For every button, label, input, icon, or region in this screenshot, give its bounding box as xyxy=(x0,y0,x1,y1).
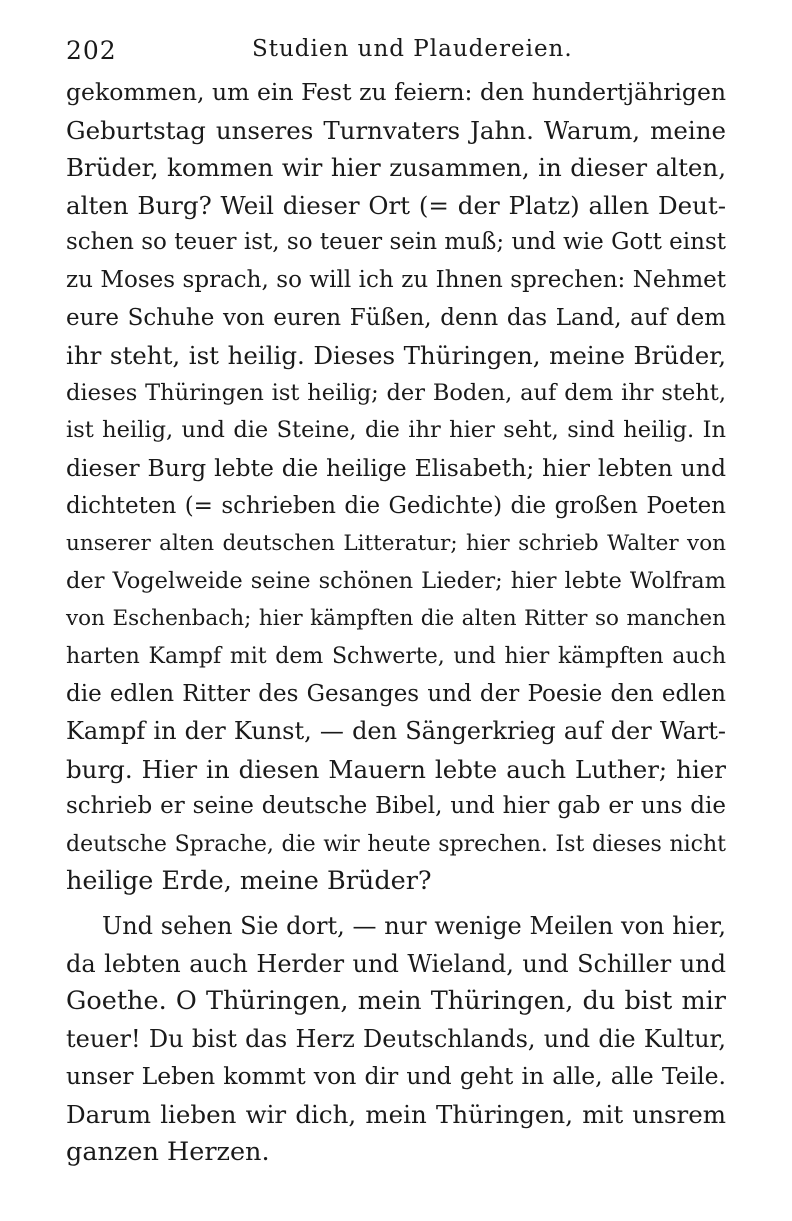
text-line: teuer! Du bist das Herz Deutschlands, und die Kultur, xyxy=(66,1024,726,1053)
page-number: 202 xyxy=(66,36,117,65)
text-line: gekommen, um ein Fest zu feiern: den hundertjährigen xyxy=(66,78,726,106)
text-line: heilige Erde, meine Brüder? xyxy=(66,866,432,897)
running-head: Studien und Plaudereien. xyxy=(252,36,573,62)
paragraph-1 xyxy=(66,74,726,901)
text-line: Geburtstag unseres Turnvaters Jahn. Warum, meine xyxy=(66,115,726,145)
page-header xyxy=(66,30,726,74)
text-line: alten Burg? Weil dieser Ort (= der Platz) allen Deut- xyxy=(66,190,726,220)
text-line: burg. Hier in diesen Mauern lebte auch Luther; hier xyxy=(66,754,726,784)
text-line: schrieb er seine deutsche Bibel, und hier gab er uns die xyxy=(66,793,726,820)
text-line: harten Kampf mit dem Schwerte, und hier kämpften auch xyxy=(66,643,726,669)
text-line: dieses Thüringen ist heilig; der Boden, auf dem ihr steht, xyxy=(66,379,726,406)
text-line: eure Schuhe von euren Füßen, denn das Land, auf dem xyxy=(66,304,726,331)
text-line: zu Moses sprach, so will ich zu Ihnen sprechen: Nehmet xyxy=(66,266,726,293)
text-line: da lebten auch Herder und Wieland, und Schiller und xyxy=(66,949,726,978)
text-line: unser Leben kommt von dir und geht in alle, alle Teile. xyxy=(66,1062,726,1091)
text-line: unserer alten deutschen Litteratur; hier schrieb Walter von xyxy=(66,531,726,557)
text-line: Kampf in der Kunst, — den Sängerkrieg auf der Wart- xyxy=(66,717,726,746)
paragraph-2 xyxy=(66,908,726,1171)
book-page xyxy=(66,30,726,1171)
text-line: dichteten (= schrieben die Gedichte) die großen Poeten xyxy=(66,492,726,519)
text-line: schen so teuer ist, so teuer sein muß; und wie Gott einst xyxy=(66,229,726,256)
text-line: ihr steht, ist heilig. Dieses Thüringen, meine Brüder, xyxy=(66,341,726,371)
text-line: dieser Burg lebte die heilige Elisabeth; hier lebten und xyxy=(66,453,726,482)
text-line: ganzen Herzen. xyxy=(66,1136,270,1167)
text-line: von Eschenbach; hier kämpften die alten Ritter so manchen xyxy=(66,606,726,632)
text-line: Brüder, kommen wir hier zusammen, in dieser alten, xyxy=(66,153,726,183)
text-line: Und sehen Sie dort, — nur wenige Meilen von hier, xyxy=(102,912,726,941)
text-line: Goethe. O Thüringen, mein Thüringen, du bist mir xyxy=(66,986,726,1017)
text-line: der Vogelweide seine schönen Lieder; hier lebte Wolfram xyxy=(66,567,726,594)
text-line: ist heilig, und die Steine, die ihr hier seht, sind heilig. In xyxy=(66,417,726,444)
text-line: deutsche Sprache, die wir heute sprechen. Ist dieses nicht xyxy=(66,831,726,857)
text-line: die edlen Ritter des Gesanges und der Poesie den edlen xyxy=(66,680,726,707)
text-line: Darum lieben wir dich, mein Thüringen, mit unsrem xyxy=(66,1100,726,1130)
